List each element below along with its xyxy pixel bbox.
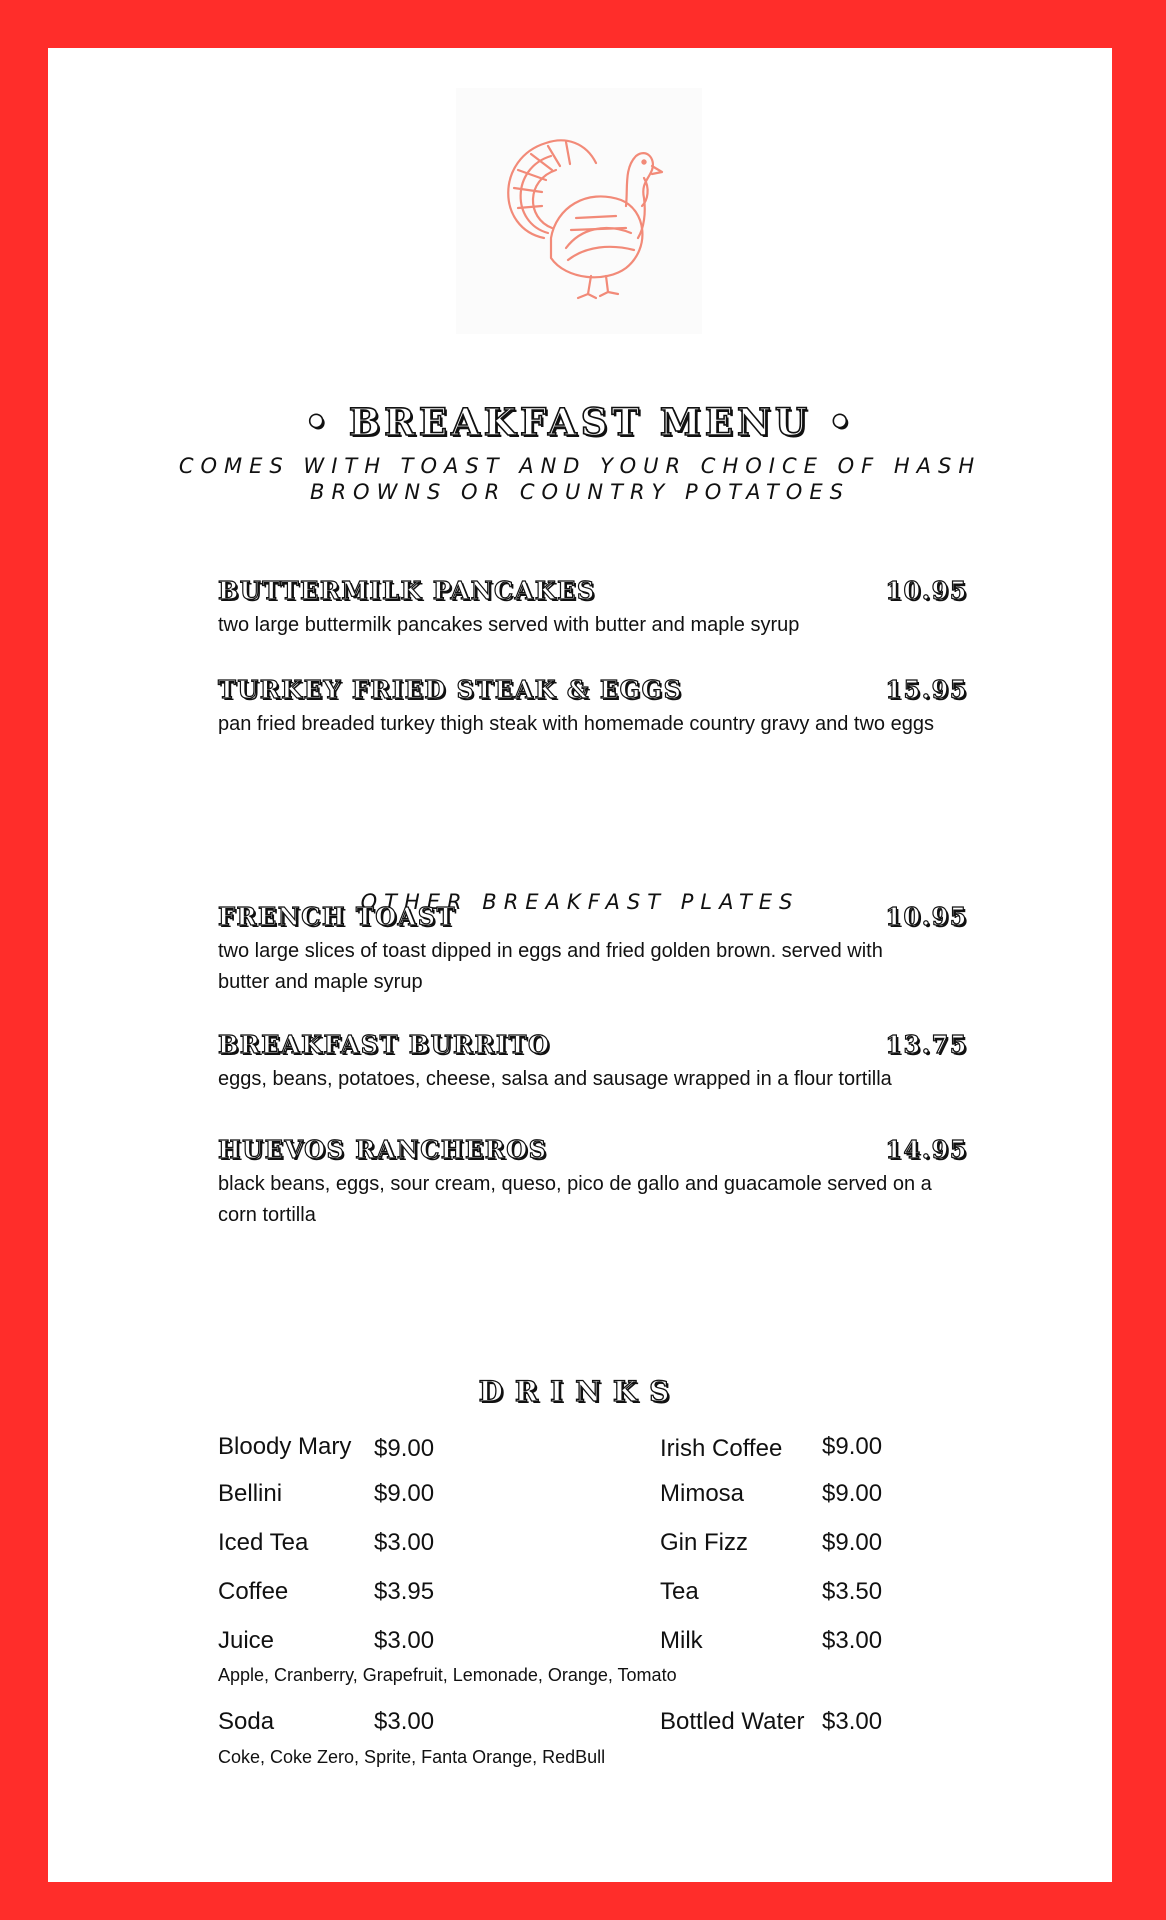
item-name: HUEVOS RANCHEROS <box>218 1135 548 1164</box>
drink-name: Tea <box>660 1578 699 1605</box>
drink-price: $9.00 <box>374 1435 435 1462</box>
drink-name: Soda <box>218 1708 275 1735</box>
menu-item-breakfast-burrito <box>218 1030 968 1095</box>
drink-price: $9.00 <box>822 1529 883 1556</box>
drink-price: $3.50 <box>822 1578 883 1605</box>
drinks-title: DRINKS <box>478 1375 682 1408</box>
menu-subtitle: COMES WITH TOAST AND YOUR CHOICE OF HASH BROWNS OR COUNTRY POTATOES <box>178 454 982 504</box>
item-name: FRENCH TOAST <box>218 902 456 931</box>
drink-price: $9.00 <box>822 1433 883 1460</box>
item-description: pan fried breaded turkey thigh steak with homemade country gravy and two eggs <box>218 713 934 735</box>
item-price: 10.95 <box>885 576 968 605</box>
item-description: black beans, eggs, sour cream, queso, pico de gallo and guacamole served on a corn tortilla <box>218 1173 932 1226</box>
menu-item-french-toast <box>218 902 968 998</box>
item-price: 14.95 <box>885 1135 968 1164</box>
juice-options: Apple, Cranberry, Grapefruit, Lemonade, Orange, Tomato <box>218 1665 677 1685</box>
drink-name: Gin Fizz <box>660 1529 749 1556</box>
item-price: 15.95 <box>885 675 968 704</box>
drink-name: Coffee <box>218 1578 289 1605</box>
item-name: TURKEY FRIED STEAK & EGGS <box>218 675 683 704</box>
drink-price: $3.00 <box>374 1627 435 1654</box>
drink-price: $3.95 <box>374 1578 435 1605</box>
soda-options: Coke, Coke Zero, Sprite, Fanta Orange, RedBull <box>218 1747 606 1767</box>
drink-name: Iced Tea <box>218 1529 309 1556</box>
drink-name: Mimosa <box>660 1480 745 1507</box>
item-price: 10.95 <box>885 902 968 931</box>
drink-name: Bottled Water <box>660 1708 805 1735</box>
drink-price: $9.00 <box>374 1480 435 1507</box>
menu-item-buttermilk-pancakes <box>218 576 968 641</box>
drink-name: Milk <box>660 1627 703 1654</box>
drink-name: Bloody Mary <box>218 1433 352 1460</box>
drink-price: $3.00 <box>822 1627 883 1654</box>
drink-price: $3.00 <box>374 1529 435 1556</box>
menu-item-huevos-rancheros <box>218 1135 968 1231</box>
item-description: eggs, beans, potatoes, cheese, salsa and sausage wrapped in a flour tortilla <box>218 1068 892 1090</box>
drink-price: $3.00 <box>822 1708 883 1735</box>
drink-name: Irish Coffee <box>660 1435 783 1462</box>
item-name: BUTTERMILK PANCAKES <box>218 576 596 605</box>
item-price: 13.75 <box>885 1030 968 1059</box>
menu-page <box>48 48 1112 1882</box>
turkey-logo <box>456 88 702 334</box>
section-label-other-plates: OTHER BREAKFAST PLATES <box>360 890 800 914</box>
menu-item-turkey-fried-steak <box>218 675 968 740</box>
item-description: two large buttermilk pancakes served with butter and maple syrup <box>218 614 800 636</box>
turkey-icon <box>456 88 702 334</box>
drink-price: $9.00 <box>822 1480 883 1507</box>
menu-title: • BREAKFAST MENU • <box>304 400 856 444</box>
drink-name: Juice <box>218 1627 275 1654</box>
item-name: BREAKFAST BURRITO <box>218 1030 551 1059</box>
drink-price: $3.00 <box>374 1708 435 1735</box>
item-description: two large slices of toast dipped in eggs and fried golden brown. served with butter and maple syrup <box>218 940 883 993</box>
drink-name: Bellini <box>218 1480 283 1507</box>
